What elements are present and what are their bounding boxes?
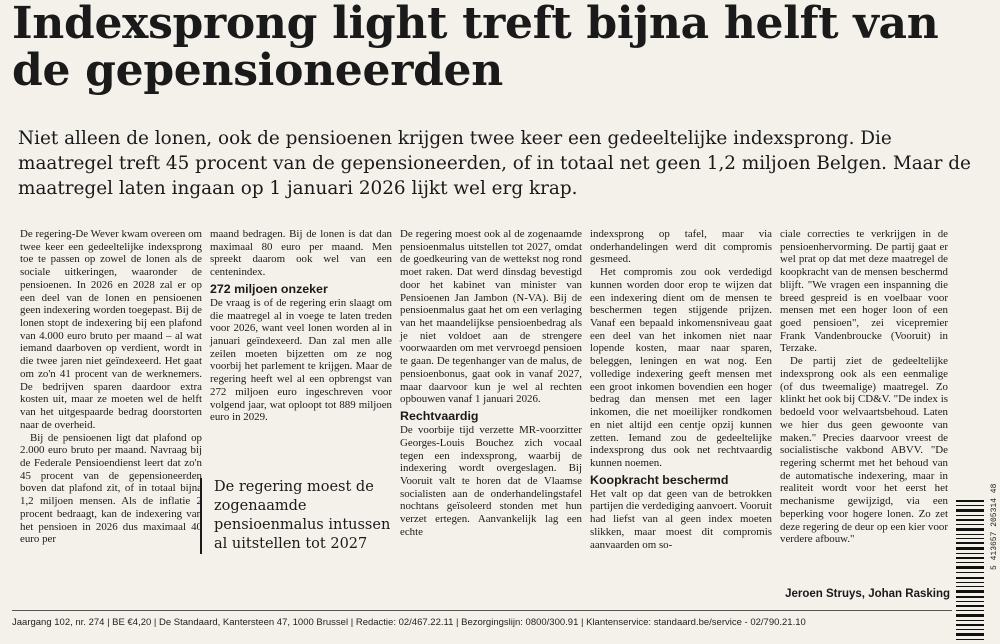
article-column-2 [210,228,392,424]
body-paragraph: De vraag is of de regering erin slaagt om die maatregel al in voege te laten treden voor 2026, want veel lonen worden al in januari geïndexeerd. Dan zal men alle zeilen moeten bijzetten om ze nog voorbij het parlement te krijgen. Maar de regering heeft wel al een opbrengst van 272 miljoen euro ingeschreven voor volgend jaar, wat oploopt tot 889 miljoen euro in 2029. [210,296,392,424]
body-paragraph: maand bedragen. Bij de lonen is dat dan maximaal 80 euro per maand. Men spreekt daarom ook wel van een centenindex. [210,228,392,279]
body-paragraph: ciale correcties te verkrijgen in de pensioenhervorming. De partij gaat er wel prat op dat met deze maatregel de koopkracht van de mensen beschermd blijft. "We vragen een inspanning die breed gespreid is en voelbaar voor mensen met een hoger loon of een goed pensioen", zei vicepremier Frank Vandenbroucke (Vooruit) in Terzake. [780,228,948,355]
body-paragraph: Bij de pensioenen ligt dat plafond op 2.000 euro bruto per maand. Navraag bij de Federale Pensioendienst leert dat zo'n 45 procent van de gepensioneerden boven dat plafond zit, of in totaal bijna 1,2 miljoen mensen. Als de inflatie 2 procent bedraagt, kan de indexering van het pensioen in 2026 dus maximaal 40 euro per [20,431,202,546]
body-paragraph: De regering-De Wever kwam overeen om twee keer een gedeeltelijke indexsprong toe te passen op zowel de lonen als de sociale uitkeringen, waaronder de pensioenen. In 2026 en 2028 zal er op een deel van de lonen en pensioenen geen indexering worden toegepast. Bij de lonen stopt de indexering bij een plafond van 4.000 euro bruto per maand – al wat iemand daarboven op verdient, wordt in die twee jaren niet geïndexeerd. Het gaat om zo'n 41 procent van de werknemers. De bedrijven sparen daardoor extra kosten uit, maar ze moeten wel de helft van het uitgespaarde bedrag doorstorten naar de overheid. [20,228,202,431]
article-column-3 [400,228,582,539]
article-column-5 [780,228,948,546]
barcode-graphic [956,500,984,640]
page-footer: Jaargang 102, nr. 274 | BE €4,20 | De Standaard, Kantersteen 47, 1000 Brussel | Redactie: 02/467.22.11 | Bezorgingslijn: 0800/300.91 | Klantenservice: standaard.be/service - 02/790.21.10 [12,610,952,628]
body-paragraph: Het valt op dat geen van de betrokken partijen die verdediging aanvoert. Vooruit had liefst van al geen index moeten slikken, maar moest dit compromis aanvaarden om so- [590,487,772,551]
body-paragraph: Het compromis zou ook verdedigd kunnen worden door erop te wijzen dat een indexering dient om de mensen te beschermen tegen stijgende prijzen. Vanaf een bepaald inkomensniveau gaat een deel van het inkomen niet naar lopende kosten, maar naar sparen, beleggen, leningen en wat nog. Een volledige indexering geeft mensen met een groot inkomen bovendien een hoger bedrag dan mensen met een lager inkomen, die net moeilijker rondkomen en niet altijd een centje opzij kunnen zetten. Iemand zou de gedeeltelijke indexsprong dus ook net rechtvaardig kunnen noemen. [590,266,772,469]
headline: Indexsprong light treft bijna helft van de gepensioneerden [12,0,939,96]
subheading: Koopkracht beschermd [590,472,729,487]
byline: Jeroen Struys, Johan Rasking [785,588,950,600]
article-column-4 [590,228,772,551]
body-paragraph: De voorbije tijd verzette MR-voorzitter Georges-Louis Bouchez zich vocaal tegen een indexsprong, waarbij de indexering wordt overgeslagen. Bij Vooruit valt te horen dat de Vlaamse socialisten aan de onderhandelingstafel nochtans geïsoleerd stonden met hun verzet ertegen. Aanvankelijk lag een echte [400,424,582,538]
pull-quote: De regering moest de zogenaamde pensioenmalus intussen al uitstellen tot 2027 [200,478,394,554]
subheading: 272 miljoen onzeker [210,281,328,296]
body-paragraph: De partij ziet de gedeeltelijke indexsprong ook als een eenmalige (of dus tweemalige) maatregel. Zo klinkt het ook bij CD&V. "De index is bedoeld voor welvaartsbehoud. Laten we hier dus geen gewoonte van maken." Precies daarvoor vreest de socialistische vakbond ABVV. "De regering schermt met het behoud van de automatische indexering, maar in realiteit wordt voor het eerst het mechanisme gewijzigd, via een beperking voor hogere lonen. Zo zet deze regering de deur op een kier voor verdere afbouw." [780,355,948,546]
article-column-1 [20,228,202,546]
barcode-number: 5 413657 205314 48 [990,483,999,570]
body-paragraph: indexsprong op tafel, maar via onderhandelingen werd dit compromis gesmeed. [590,228,772,266]
lead-paragraph: Niet alleen de lonen, ook de pensioenen krijgen twee keer een gedeeltelijke indexsprong. Die maatregel treft 45 procent van de gepensioneerden, of in totaal net geen 1,2 miljoen Belgen. Maar de maatregel laten ingaan op 1 januari 2026 lijkt wel erg krap. [18,128,971,199]
subheading: Rechtvaardig [400,409,479,424]
body-paragraph: De regering moest ook al de zogenaamde pensioenmalus uitstellen tot 2027, omdat de goedkeuring van de wettekst nog rond moet raken. Dat werd dinsdag bevestigd door het kabinet van minister van Pensioenen Jan Jambon (N-VA). Bij de pensioenmalus gaat het om een verlaging van het maandelijkse pensioenbedrag als je niet voldoet aan de strengere voorwaarden om met vervroegd pensioen te gaan. De tegenhanger van de malus, de pensioenbonus, gaat ook in vanaf 2027, maar daarvoor kun je wel al rechten opbouwen vanaf 1 januari 2026. [400,228,582,406]
